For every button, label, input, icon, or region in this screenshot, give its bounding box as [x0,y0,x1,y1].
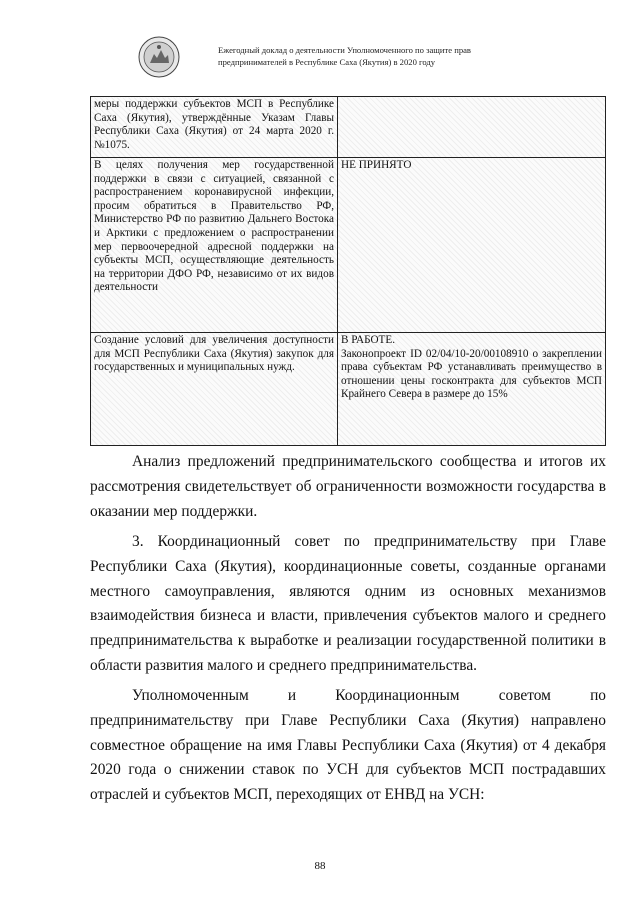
table-row [91,97,606,158]
table-row [91,333,606,446]
table-cell-proposal: Создание условий для увеличения доступности для МСП Республики Саха (Якутия) закупок для государственных и муниципальных нужд. [91,333,338,446]
table-cell-status: НЕ ПРИНЯТО [338,158,606,333]
header-line-1: Ежегодный доклад о деятельности Уполномоченного по защите прав [218,45,471,55]
paragraph-coordination-council: 3. Координационный совет по предпринимательству при Главе Республики Саха (Якутия), координационные советы, созданные органами местного самоуправления, являются одним из основных механизмов взаимодействия бизнеса и власти, привлечения субъектов малого и среднего предпринимательства к выработке и реализации государственной политики в области развития малого и среднего предпринимательства. [90,533,606,674]
proposals-table [90,96,606,446]
page-header [138,36,598,80]
table-cell-status [338,97,606,158]
table-row [91,158,606,333]
coat-of-arms-icon [138,36,180,78]
paragraph-analysis: Анализ предложений предпринимательского сообщества и итогов их рассмотрения свидетельствует об ограниченности возможности государства в оказании мер поддержки. [90,453,606,520]
header-title [218,44,598,68]
page-number: 88 [314,860,326,872]
table-cell-proposal: В целях получения мер государственной поддержки в связи с ситуацией, связанной с распространением коронавирусной инфекции, просим обратиться в Правительство РФ, Министерство РФ по развитию Дальнего Востока и Арктики с предложением о распространении мер первоочередной адресной поддержки на субъекты МСП, осуществляющие деятельность на территории ДФО РФ, независимо от их видов деятельности [91,158,338,333]
header-line-2: предпринимателей в Республике Саха (Якутия) в 2020 году [218,57,436,67]
status-detail: Законопроект ID 02/04/10-20/00108910 о закреплении права субъектам РФ устанавливать преимущество в отношении цены госконтракта для субъектов МСП Крайнего Севера в размере до 15% [341,347,602,401]
table-cell-status [338,333,606,446]
paragraph-joint-appeal: Уполномоченным и Координационным советом по предпринимательству при Главе Республики Саха (Якутия) направлено совместное обращение на имя Главы Республики Саха (Якутия) от 4 декабря 2020 года о снижении ставок по УСН для субъектов МСП пострадавших отраслей и субъектов МСП, переходящих от ЕНВД на УСН: [90,687,606,804]
status-label: В РАБОТЕ. [341,334,396,346]
table-cell-proposal: меры поддержки субъектов МСП в Республике Саха (Якутия), утверждённые Указам Главы Республики Саха (Якутия) от 24 марта 2020 г. №1075. [91,97,338,158]
